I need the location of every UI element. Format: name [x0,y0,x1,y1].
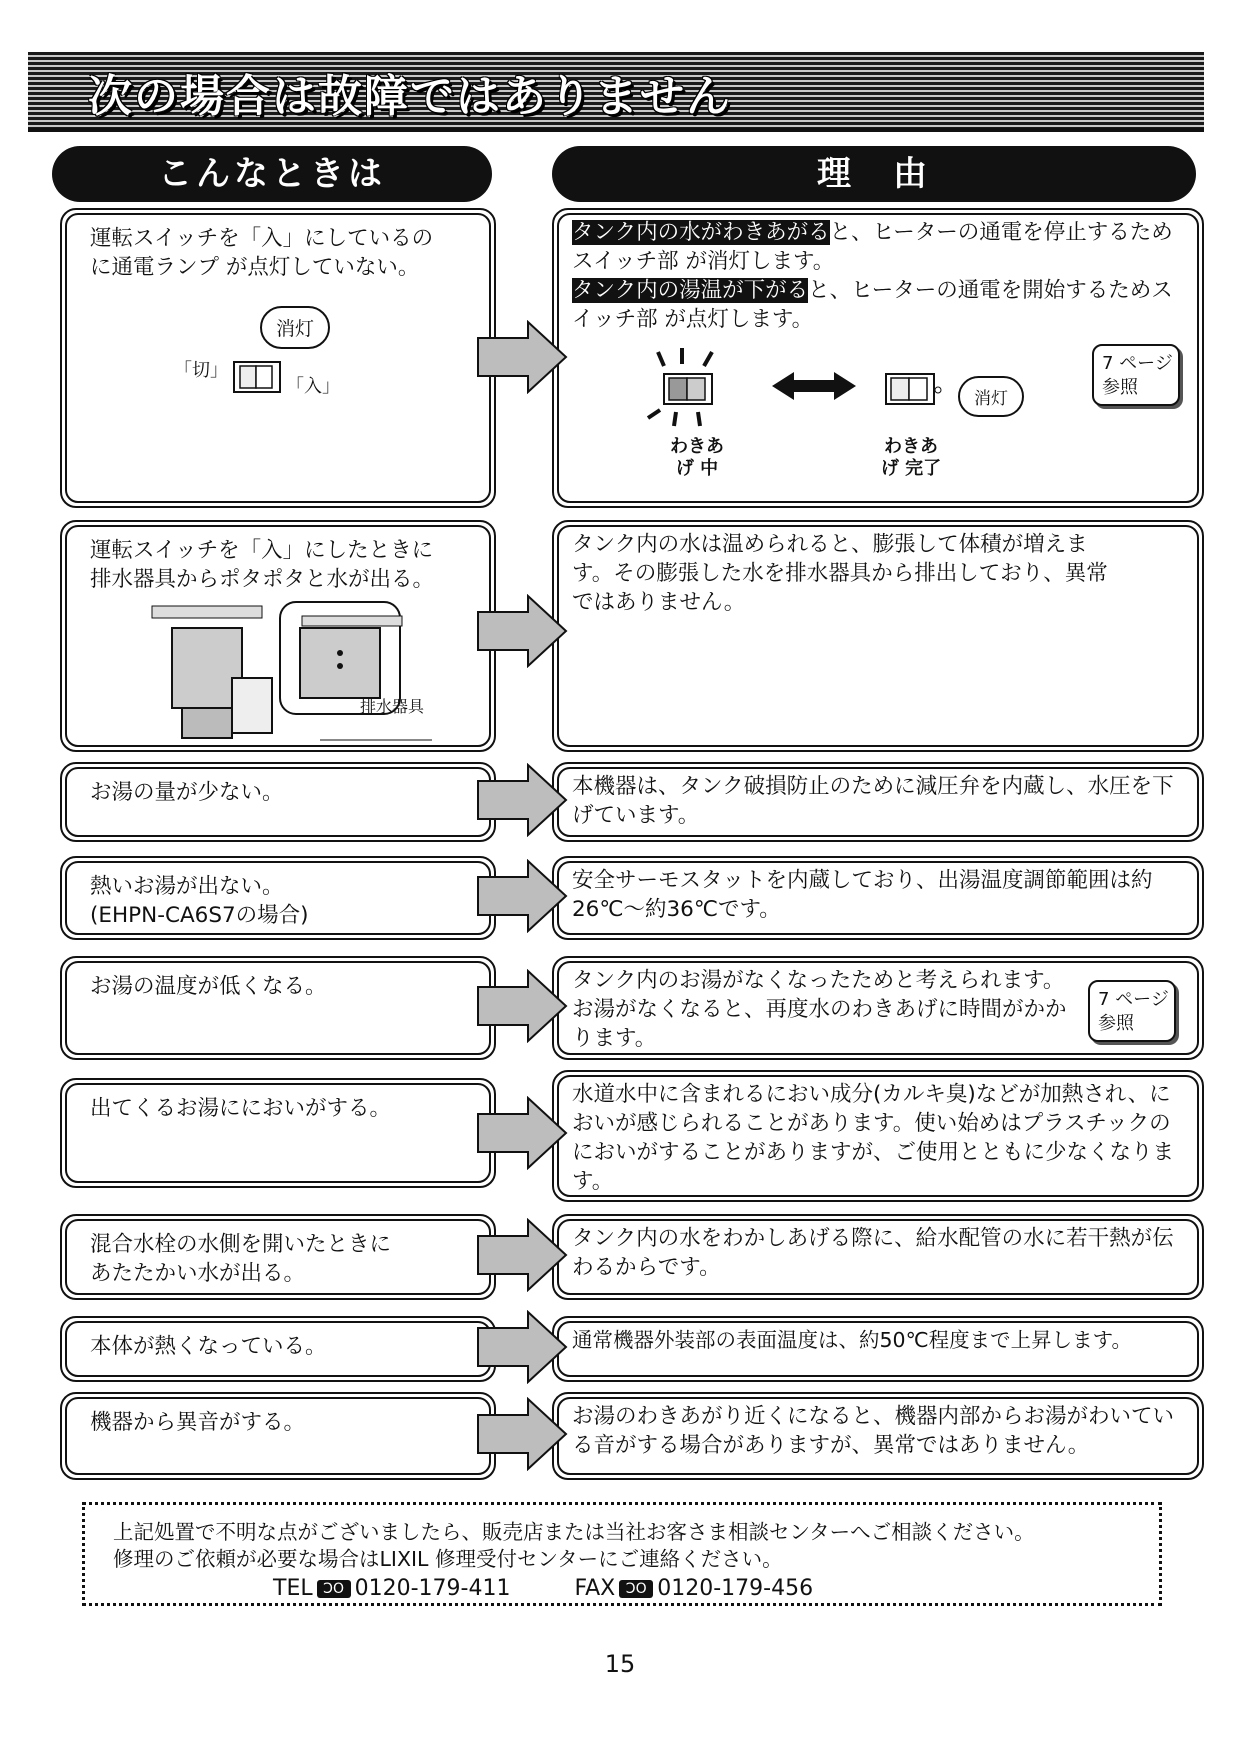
reason-text: タンク内の水は温められると、膨張して体積が増えます。その膨張した水を排水器具から排出しており、異常ではありません。 [572,532,1108,615]
arrow-right-icon [476,763,568,837]
reason-text-part: と、ヒーターの通電を開始するためスイッチ部 が点灯します。 [572,278,1173,332]
page-ref-line2: 参照 [1098,1013,1134,1034]
symptom-text: 運転スイッチを「入」にしているのに通電ランプ が点灯していない。 [90,226,434,280]
reason-box [552,1316,1204,1382]
symptom-text: 機器から異音がする。 [90,1410,306,1435]
arrow-right-icon [476,1310,568,1384]
lamp-lit-icon [644,348,734,428]
tel-label: TEL [273,1576,313,1601]
arrow-right-icon [476,1397,568,1471]
highlight-text: タンク内の湯温が下がる [572,278,809,303]
lamp-off-bubble: 消灯 [260,306,330,349]
symptom-box [60,1078,496,1188]
header-symptom: こんなときは [52,146,492,202]
page-ref-line1: 7 ページ [1098,989,1169,1010]
tel-number: 0120-179-411 [354,1576,511,1601]
symptom-box [60,856,496,940]
symptom-box [60,1316,496,1382]
reason-text: 通常機器外装部の表面温度は、約50℃程度まで上昇します。 [572,1328,1132,1352]
drain-valve-illustration [142,598,442,743]
reason-text: タンク内のお湯がなくなったためと考えられます。お湯がなくなると、再度水のわきあげに時間がかかります。 [572,968,1067,1051]
reason-box [552,956,1204,1060]
symptom-text: 運転スイッチを「入」にしたときに排水器具からポタポタと水が出る。 [90,538,435,592]
symptom-text: お湯の温度が低くなる。 [90,974,327,999]
highlight-text: タンク内の水がわきあがる [572,220,830,245]
lamp-off-icon [884,370,944,410]
symptom-box [60,956,496,1060]
double-arrow-icon [772,372,856,400]
reason-text: タンク内の水をわかしあげる際に、給水配管の水に若干熱が伝わるからです。 [572,1226,1174,1280]
reason-box [552,1392,1204,1480]
arrow-right-icon [476,1218,568,1292]
contact-line-1: 上記処置で不明な点がございましたら、販売店または当社お客さま相談センターへご相談ください。 [113,1520,1035,1544]
reason-text: 水道水中に含まれるにおい成分(カルキ臭)などが加熱され、においが感じられることがあります。使い始めはプラスチックのにおいがすることがありますが、ご使用とともに少なくなります。 [572,1082,1175,1194]
reason-box [552,762,1204,842]
symptom-box [60,1214,496,1300]
lamp-off-bubble: 消灯 [958,376,1024,417]
fax-number: 0120-179-456 [657,1576,814,1601]
switch-on-label: 「入」 [286,376,340,397]
contact-numbers [273,1575,813,1602]
symptom-text: 出てくるお湯ににおいがする。 [90,1096,392,1121]
switch-off-label: 「切」 [174,360,228,381]
symptom-box [60,762,496,842]
page-ref-line2: 参照 [1102,377,1138,398]
page-ref-line1: 7 ページ [1102,353,1173,374]
symptom-text: お湯の量が少ない。 [90,780,284,805]
arrow-right-icon [476,859,568,933]
page-title: 次の場合は故障ではありません [88,71,732,122]
arrow-right-icon [476,594,568,668]
freedial-icon: ƆO [619,1580,653,1598]
symptom-box [60,1392,496,1480]
title-banner [28,52,1204,132]
contact-line-2: 修理のご依頼が必要な場合はLIXIL 修理受付センターにご連絡ください。 [113,1547,783,1571]
drain-fixture-label: 排水器具 [360,697,425,716]
arrow-right-icon [476,1096,568,1170]
reason-box [552,208,1204,508]
reason-text-part: と、ヒーターの通電を停止するためスイッチ部 が消灯します。 [572,220,1173,274]
boiling-label: わきあげ 中 [670,436,724,479]
symptom-box [60,208,496,508]
header-reason: 理 由 [552,146,1196,202]
symptom-text: 本体が熱くなっている。 [90,1334,327,1359]
reason-text: 本機器は、タンク破損防止のために減圧弁を内蔵し、水圧を下げています。 [572,774,1174,828]
symptom-text: 熱いお湯が出ない。(EHPN-CA6S7の場合) [90,874,309,928]
freedial-icon: ƆO [317,1580,351,1598]
symptom-text: 混合水栓の水側を開いたときにあたたかい水が出る。 [90,1232,392,1286]
page-ref-badge [1088,980,1176,1042]
boiling-done-label: わきあげ 完了 [880,436,942,479]
reason-box [552,1214,1204,1300]
reason-box [552,856,1204,940]
arrow-right-icon [476,320,568,394]
reason-box [552,1070,1204,1202]
symptom-box [60,520,496,752]
reason-text: 安全サーモスタットを内蔵しており、出湯温度調節範囲は約26℃～約36℃です。 [572,868,1153,922]
contact-notice [82,1502,1162,1606]
reason-text: お湯のわきあがり近くになると、機器内部からお湯がわいている音がする場合がありますが、異常ではありません。 [572,1404,1175,1458]
page-ref-badge [1092,344,1180,406]
arrow-right-icon [476,969,568,1043]
reason-box [552,520,1204,752]
reason-text [572,218,1184,334]
page-number: 15 [604,1650,636,1678]
switch-icon [232,356,284,396]
fax-label: FAX [574,1576,616,1601]
